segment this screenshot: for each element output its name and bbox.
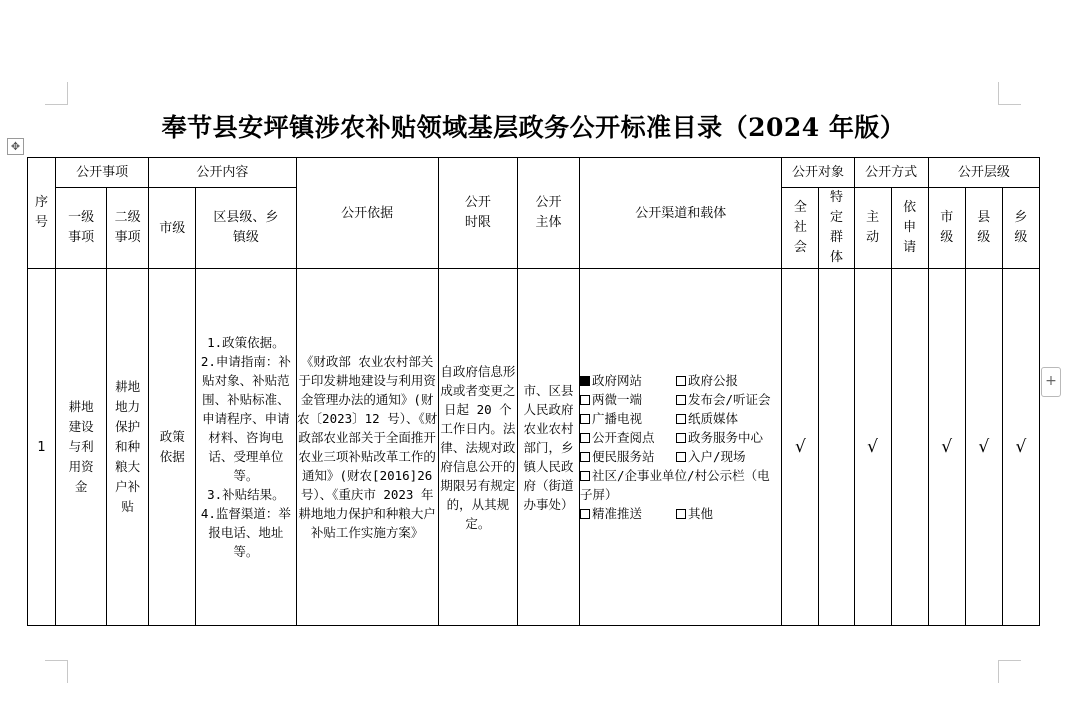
channel-convenience[interactable]: 便民服务站 xyxy=(580,447,676,466)
row-channels xyxy=(580,269,782,626)
crop-mark-bottom-right xyxy=(998,660,1021,683)
header-level: 公开层级 xyxy=(928,158,1039,188)
channel-targeted[interactable]: 精准推送 xyxy=(580,504,676,523)
channel-door-to-door[interactable]: 入户/现场 xyxy=(676,447,772,466)
header-method: 公开方式 xyxy=(854,158,928,188)
channel-reading-room[interactable]: 公开查阅点 xyxy=(580,428,676,447)
header-method-apply: 依申请 xyxy=(891,188,928,269)
checkbox-icon xyxy=(580,395,590,405)
header-channels: 公开渠道和载体 xyxy=(580,158,782,269)
header-content: 公开内容 xyxy=(149,158,296,188)
channel-press[interactable]: 发布会/听证会 xyxy=(676,390,771,409)
row-seq: 1 xyxy=(28,269,56,626)
row-level-city: √ xyxy=(928,269,965,626)
header-level-town: 乡级 xyxy=(1002,188,1039,269)
header-content-city: 市级 xyxy=(149,188,196,269)
header-matter-l2: 二级事项 xyxy=(107,188,149,269)
header-level-city: 市级 xyxy=(928,188,965,269)
checkbox-icon xyxy=(676,414,686,424)
table-row xyxy=(28,269,1040,626)
crop-mark-top-right xyxy=(998,82,1021,105)
checkbox-icon xyxy=(580,433,590,443)
checkbox-icon xyxy=(676,433,686,443)
channel-weibo-wechat[interactable]: 两微一端 xyxy=(580,390,676,409)
channel-bulletin[interactable]: 社区/企事业单位/村公示栏（电子屏） xyxy=(580,468,770,502)
row-level-town: √ xyxy=(1002,269,1039,626)
crop-mark-top-left xyxy=(45,82,68,105)
header-matter-l1: 一级事项 xyxy=(56,188,107,269)
header-target-specific: 特定群体 xyxy=(819,188,854,269)
header-content-county: 区县级、乡镇级 xyxy=(196,188,296,269)
header-basis: 公开依据 xyxy=(296,158,438,269)
header-method-active: 主动 xyxy=(854,188,891,269)
row-content-county xyxy=(196,269,296,626)
add-column-icon[interactable]: + xyxy=(1041,367,1061,397)
channel-print[interactable]: 纸质媒体 xyxy=(676,409,772,428)
row-method-active: √ xyxy=(854,269,891,626)
header-subject: 公开主体 xyxy=(517,158,579,269)
row-target-all: √ xyxy=(782,269,819,626)
checkbox-icon xyxy=(676,376,686,386)
catalog-table xyxy=(27,157,1040,626)
table-move-handle-icon[interactable]: ✥ xyxy=(7,138,24,155)
row-matter-l2: 耕地地力保护和种粮大户补贴 xyxy=(107,269,149,626)
row-basis: 《财政部 农业农村部关于印发耕地建设与利用资金管理办法的通知》(财农〔2023〕12 号）、《财政部农业部关于全面推开农业三项补贴改革工作的通知》(财农[2016]26 号）、《重庆市 2023 年耕地地力保护和种粮大户补贴工作实施方案》 xyxy=(296,269,438,626)
row-time-limit: 自政府信息形成或者变更之日起 20 个工作日内。法律、法规对政府信息公开的期限另有规定的，从其规定。 xyxy=(438,269,517,626)
checkbox-icon xyxy=(580,414,590,424)
checkbox-icon xyxy=(580,452,590,462)
checkbox-checked-icon xyxy=(580,376,590,386)
header-row-1 xyxy=(28,158,1040,188)
header-time-limit: 公开时限 xyxy=(438,158,517,269)
row-target-specific xyxy=(819,269,854,626)
header-matter: 公开事项 xyxy=(56,158,149,188)
checkbox-icon xyxy=(676,452,686,462)
content-item: 1.政策依据。 xyxy=(207,335,285,350)
row-subject: 市、区县人民政府农业农村部门，乡镇人民政府（街道办事处） xyxy=(517,269,579,626)
checkbox-icon xyxy=(676,395,686,405)
header-seq: 序号 xyxy=(28,158,56,269)
checkbox-icon xyxy=(580,471,590,481)
channel-other[interactable]: 其他 xyxy=(676,504,772,523)
header-target-all: 全社会 xyxy=(782,188,819,269)
row-content-city: 政策依据 xyxy=(149,269,196,626)
document-title: 奉节县安坪镇涉农补贴领域基层政务公开标准目录（2024 年版） xyxy=(161,113,906,142)
row-matter-l1: 耕地建设与利用资金 xyxy=(56,269,107,626)
header-level-county: 县级 xyxy=(965,188,1002,269)
header-target: 公开对象 xyxy=(782,158,854,188)
checkbox-icon xyxy=(580,509,590,519)
content-item: 3.补贴结果。 xyxy=(207,487,285,502)
channel-gazette[interactable]: 政府公报 xyxy=(676,371,772,390)
content-item: 4.监督渠道：举报电话、地址等。 xyxy=(200,506,291,559)
row-level-county: √ xyxy=(965,269,1002,626)
content-item: 2.申请指南：补贴对象、补贴范围、补贴标准、申请程序、申请材料、咨询电话、受理单位等。 xyxy=(200,354,291,483)
channel-broadcast[interactable]: 广播电视 xyxy=(580,409,676,428)
channel-service-center[interactable]: 政务服务中心 xyxy=(676,428,763,447)
channel-portal[interactable]: 政府网站 xyxy=(580,371,676,390)
checkbox-icon xyxy=(676,509,686,519)
crop-mark-bottom-left xyxy=(45,660,68,683)
row-method-apply xyxy=(891,269,928,626)
